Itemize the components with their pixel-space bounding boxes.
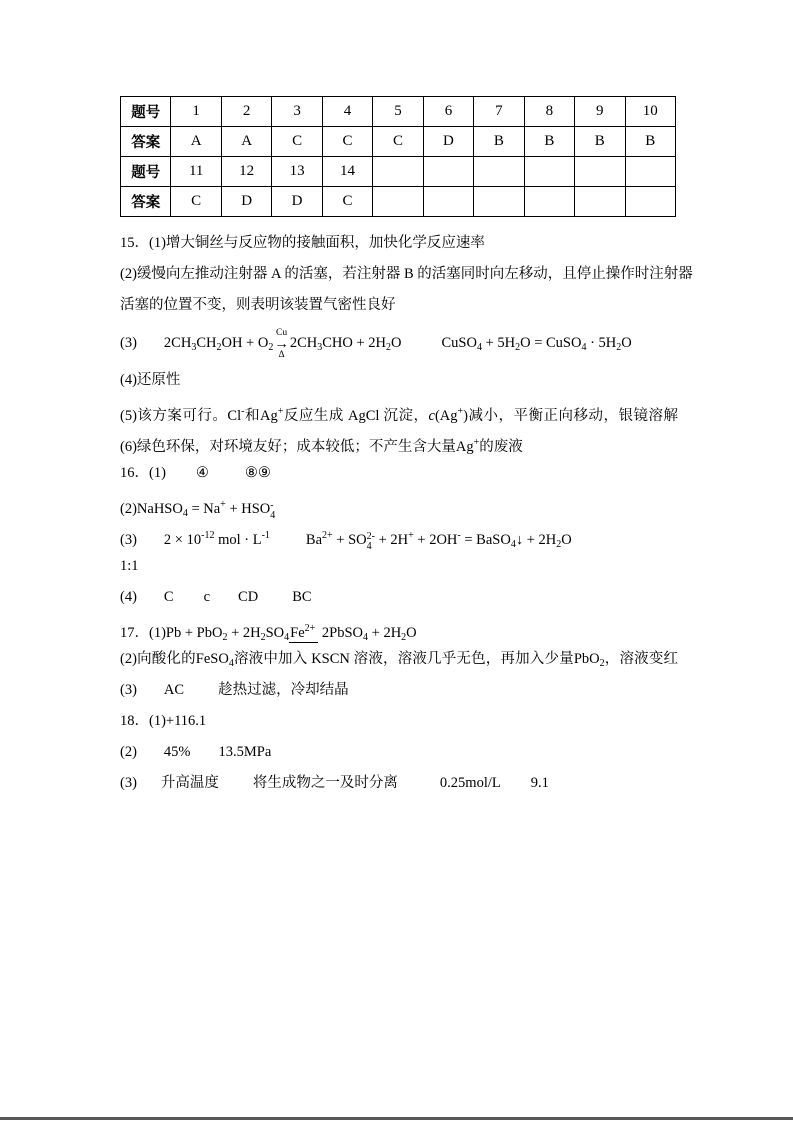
answer-line-q15-3 bbox=[120, 321, 678, 365]
answer-line-q16-3b bbox=[120, 551, 678, 582]
text-run: (3) bbox=[120, 775, 137, 791]
answer-cell: 10 bbox=[625, 97, 675, 127]
superscript: + bbox=[408, 530, 414, 541]
answer-line-q16-3 bbox=[120, 520, 678, 551]
subscript: 2 bbox=[260, 632, 266, 643]
subscript: 2 bbox=[401, 632, 407, 643]
text-run: 1:1 bbox=[120, 558, 139, 574]
text-run: C bbox=[163, 589, 174, 605]
answer-table-row-4 bbox=[121, 187, 676, 217]
answer-cell: D bbox=[272, 187, 322, 217]
text-run: ，溶液变红 bbox=[604, 651, 678, 667]
answer-cell: B bbox=[524, 127, 574, 157]
text-run: (Ag bbox=[434, 408, 458, 424]
superscript: + bbox=[220, 499, 226, 510]
answer-line-q15-4 bbox=[120, 365, 678, 396]
text-run: 2CH bbox=[163, 335, 192, 351]
answer-cell bbox=[423, 157, 473, 187]
text-run: 活塞的位置不变，则表明该装置气密性良好 bbox=[120, 297, 396, 313]
answer-cell: A bbox=[171, 127, 221, 157]
subscript: 2 bbox=[268, 342, 274, 353]
subscript: 4 bbox=[510, 539, 516, 550]
answer-cell: A bbox=[221, 127, 271, 157]
page-bottom-edge-line bbox=[0, 1117, 793, 1120]
answer-cell: 2 bbox=[221, 97, 271, 127]
subscript: 2 bbox=[556, 539, 562, 550]
text-run: 将生成物之一及时分离 bbox=[252, 775, 398, 791]
stack-superscript: 2- bbox=[366, 531, 375, 542]
ion-charge-stack bbox=[367, 532, 375, 552]
subscript: 4 bbox=[284, 632, 290, 643]
superscript: + bbox=[473, 437, 480, 448]
text-run: CH bbox=[196, 335, 217, 351]
subscript: 2 bbox=[216, 342, 222, 353]
answer-cell: 14 bbox=[322, 157, 372, 187]
text-run: + HSO bbox=[225, 501, 271, 517]
text-run: mol · L bbox=[214, 532, 262, 548]
answer-cell: 7 bbox=[474, 97, 524, 127]
answer-cell: C bbox=[171, 187, 221, 217]
text-run: + 2OH bbox=[413, 532, 458, 548]
superscript: 2+ bbox=[322, 530, 333, 541]
arrow-bottom-label: Δ bbox=[278, 349, 285, 360]
answer-line-q17-1 bbox=[120, 613, 678, 644]
text-run: O bbox=[621, 335, 632, 351]
superscript: - bbox=[457, 530, 461, 541]
answer-cell: 13 bbox=[272, 157, 322, 187]
superscript: -12 bbox=[201, 530, 215, 541]
answer-line-q16-4 bbox=[120, 582, 678, 613]
text-run: 趁热过滤，冷却结晶 bbox=[218, 682, 349, 698]
answer-cell bbox=[625, 187, 675, 217]
answer-line-q18-2 bbox=[120, 737, 678, 768]
answer-cell: D bbox=[423, 127, 473, 157]
subscript: 4 bbox=[228, 658, 234, 669]
answer-line-q18-3 bbox=[120, 768, 678, 799]
answer-cell: C bbox=[373, 127, 423, 157]
stack-subscript: 4 bbox=[270, 510, 276, 521]
answer-line-q18-1 bbox=[120, 706, 678, 737]
text-run: (2) bbox=[120, 744, 137, 760]
ion-charge-stack bbox=[270, 501, 275, 521]
subscript: 4 bbox=[182, 508, 188, 519]
text-run: 2 × 10 bbox=[163, 532, 202, 548]
text-run: (3) bbox=[120, 335, 137, 351]
text-run: (2)缓慢向左推动注射器 A 的活塞，若注射器 B 的活塞同时向左移动，且停止操作时注射器 bbox=[120, 266, 693, 282]
answer-cell: 11 bbox=[171, 157, 221, 187]
text-run: BC bbox=[292, 589, 312, 605]
superscript: - bbox=[241, 406, 245, 417]
text-run: 0.25mol/L bbox=[439, 775, 501, 791]
answer-line-q15-5 bbox=[120, 396, 678, 427]
text-run: 45% bbox=[163, 744, 191, 760]
text-run: O bbox=[406, 625, 417, 641]
text-run: AC bbox=[163, 682, 185, 698]
text-run: + 2H bbox=[368, 625, 402, 641]
answer-table-body bbox=[121, 97, 676, 217]
superscript: 2+ bbox=[304, 623, 316, 634]
answer-line-q15-2a bbox=[120, 259, 693, 290]
text-run: )减小，平衡正向移动，银镜溶解 bbox=[463, 408, 679, 424]
answer-cell: C bbox=[322, 127, 372, 157]
text-run: (3) bbox=[120, 682, 137, 698]
text-run: OH + O bbox=[221, 335, 269, 351]
answer-cell: C bbox=[272, 127, 322, 157]
answer-cell bbox=[423, 187, 473, 217]
answer-cell bbox=[474, 157, 524, 187]
text-run: (4) bbox=[120, 589, 137, 605]
subscript: 2 bbox=[616, 342, 622, 353]
catalyst-over-line bbox=[289, 625, 318, 643]
text-run: ↓ + 2H bbox=[515, 532, 557, 548]
row-header-cell: 题号 bbox=[121, 157, 171, 187]
italic-run: c bbox=[428, 408, 435, 424]
answer-line-q16-1 bbox=[120, 458, 678, 489]
answer-cell bbox=[575, 157, 625, 187]
text-run: 17．(1)Pb + PbO bbox=[120, 625, 223, 641]
answer-table-row-2 bbox=[121, 127, 676, 157]
text-run: (3) bbox=[120, 532, 137, 548]
text-run: 13.5MPa bbox=[218, 744, 272, 760]
text-run: ④ bbox=[195, 465, 209, 481]
answer-cell bbox=[575, 187, 625, 217]
subscript: 2 bbox=[515, 342, 521, 353]
answer-cell: 9 bbox=[575, 97, 625, 127]
answer-line-q15-6 bbox=[120, 427, 678, 458]
answer-line-q16-2 bbox=[120, 489, 678, 520]
answer-cell: 12 bbox=[221, 157, 271, 187]
subscript: 4 bbox=[363, 632, 369, 643]
text-run: 15．(1)增大铜丝与反应物的接触面积，加快化学反应速率 bbox=[120, 235, 485, 251]
text-run: (2)向酸化的FeSO bbox=[120, 651, 229, 667]
text-run: 2CH bbox=[289, 335, 318, 351]
answer-cell bbox=[373, 157, 423, 187]
text-run: ⑧⑨ bbox=[244, 465, 271, 481]
subscript: 4 bbox=[476, 342, 482, 353]
answer-table-row-3 bbox=[121, 157, 676, 187]
stack-superscript: - bbox=[270, 500, 274, 511]
text-run: + SO bbox=[332, 532, 367, 548]
answer-cell: 5 bbox=[373, 97, 423, 127]
text-run: SO bbox=[265, 625, 285, 641]
text-run: (2)NaHSO bbox=[120, 501, 183, 517]
answer-cell bbox=[625, 157, 675, 187]
subscript: 2 bbox=[386, 342, 391, 353]
subscript: 3 bbox=[317, 342, 323, 353]
text-run: 升高温度 bbox=[160, 775, 219, 791]
superscript: + bbox=[277, 406, 284, 417]
answer-cell bbox=[524, 157, 574, 187]
text-run: 2PbSO bbox=[318, 625, 364, 641]
answer-key-table bbox=[120, 96, 676, 217]
answer-cell: 1 bbox=[171, 97, 221, 127]
text-run: + 2H bbox=[227, 625, 261, 641]
arrow-top-label: Cu bbox=[276, 327, 288, 338]
text-run: O = CuSO bbox=[520, 335, 582, 351]
text-run: 溶液中加入 KSCN 溶液，溶液几乎无色，再加入少量PbO bbox=[233, 651, 600, 667]
text-run: c bbox=[203, 589, 211, 605]
answer-cell: D bbox=[221, 187, 271, 217]
answer-cell: 8 bbox=[524, 97, 574, 127]
answer-cell: 4 bbox=[322, 97, 372, 127]
answer-line-q15-2b bbox=[120, 290, 678, 321]
stack-subscript: 4 bbox=[366, 541, 372, 552]
answer-cell: B bbox=[625, 127, 675, 157]
text-run: · 5H bbox=[586, 335, 617, 351]
answers-text-block bbox=[120, 228, 693, 799]
text-run: Ba bbox=[305, 532, 323, 548]
text-run: CHO + 2H bbox=[322, 335, 386, 351]
text-run: 9.1 bbox=[530, 775, 549, 791]
row-header-cell: 题号 bbox=[121, 97, 171, 127]
answer-cell: B bbox=[474, 127, 524, 157]
subscript: 3 bbox=[191, 342, 197, 353]
superscript: -1 bbox=[261, 530, 270, 541]
text-run: (4)还原性 bbox=[120, 372, 181, 388]
text-run: O bbox=[391, 335, 402, 351]
answer-line-q17-2 bbox=[120, 644, 678, 675]
subscript: 2 bbox=[222, 632, 228, 643]
row-header-cell: 答案 bbox=[121, 127, 171, 157]
reaction-condition-arrow bbox=[274, 328, 289, 360]
row-header-cell: 答案 bbox=[121, 187, 171, 217]
answer-line-q15-1 bbox=[120, 228, 678, 259]
text-run: = Na bbox=[187, 501, 221, 517]
answer-line-q17-3 bbox=[120, 675, 678, 706]
text-run: (6)绿色环保，对环境友好；成本较低；不产生含大量Ag bbox=[120, 439, 474, 455]
text-run: CuSO bbox=[441, 335, 477, 351]
text-run: + 5H bbox=[481, 335, 516, 351]
subscript: 4 bbox=[581, 342, 587, 353]
answer-cell: C bbox=[322, 187, 372, 217]
text-run: 的废液 bbox=[479, 439, 523, 455]
text-run: 16．(1) bbox=[120, 465, 166, 481]
superscript: + bbox=[457, 406, 464, 417]
text-run: 18．(1)+116.1 bbox=[120, 713, 207, 729]
arrow-glyph: → bbox=[274, 335, 289, 352]
text-run: O bbox=[561, 532, 572, 548]
answer-table-row-1 bbox=[121, 97, 676, 127]
answer-cell: B bbox=[575, 127, 625, 157]
answer-cell bbox=[373, 187, 423, 217]
answer-cell: 3 bbox=[272, 97, 322, 127]
text-run: Fe bbox=[290, 625, 305, 641]
text-run: = BaSO bbox=[460, 532, 511, 548]
text-run: + 2H bbox=[374, 532, 409, 548]
text-run: 和Ag bbox=[244, 408, 278, 424]
answer-cell: 6 bbox=[423, 97, 473, 127]
text-run: 反应生成 AgCl 沉淀， bbox=[283, 408, 429, 424]
subscript: 2 bbox=[599, 658, 605, 669]
answer-cell bbox=[524, 187, 574, 217]
text-run: (5)该方案可行。Cl bbox=[120, 408, 242, 424]
text-run: CD bbox=[238, 589, 259, 605]
answer-cell bbox=[474, 187, 524, 217]
